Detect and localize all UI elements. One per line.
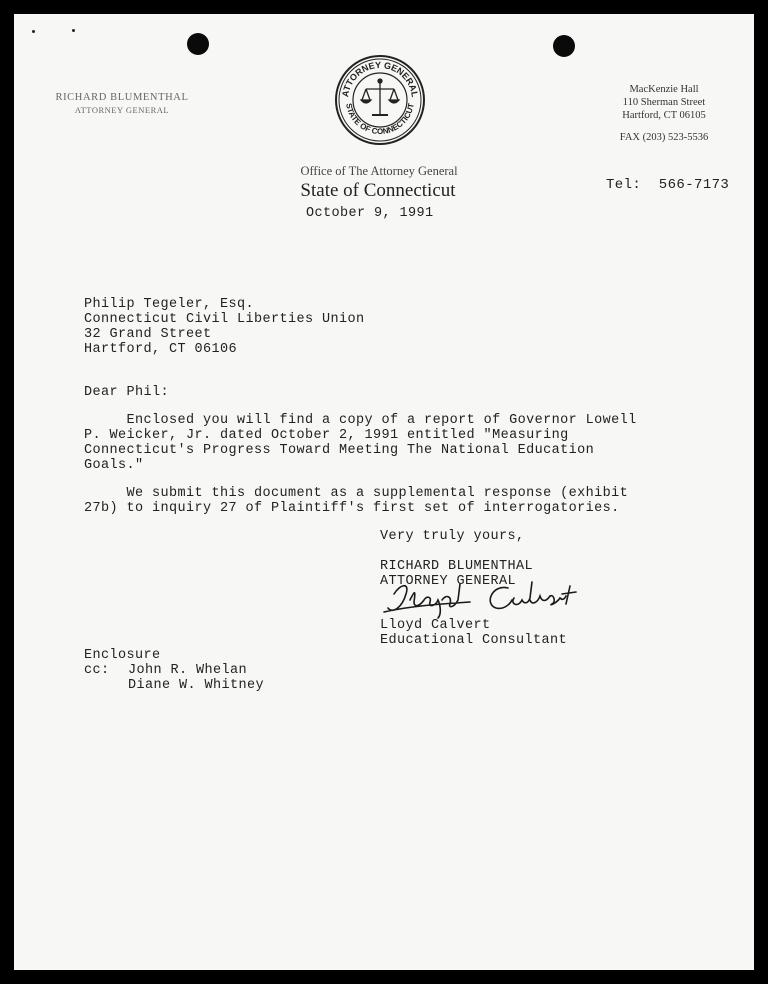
letter-page [14, 14, 754, 970]
state-line: State of Connecticut [300, 180, 456, 201]
address-line: 110 Sherman Street [622, 97, 706, 108]
state-seal [334, 54, 426, 146]
scan-speck [72, 29, 75, 32]
scales-icon [361, 79, 399, 115]
recipient-line: Connecticut Civil Liberties Union [84, 312, 365, 327]
letterhead-left [47, 92, 197, 116]
signer-title: Educational Consultant [380, 633, 568, 648]
seal-top-text: ATTORNEY GENERAL [340, 59, 420, 98]
office-line: Office of The Attorney General [300, 164, 458, 178]
recipient-line: 32 Grand Street [84, 327, 212, 342]
enclosure-label: Enclosure [84, 648, 161, 663]
enclosure-section [84, 648, 264, 693]
body-paragraph: Enclosed you will find a copy of a report of Governor Lowell P. Weicker, Jr. dated October 2, 1991 entitled "Measuring Connecticut's Progress Toward Meeting The National Education Goals." [84, 413, 637, 473]
signature-block-line: RICHARD BLUMENTHAL [380, 559, 534, 574]
signer-name: Lloyd Calvert [380, 618, 491, 633]
punch-hole-right [553, 35, 575, 57]
cc-list [84, 663, 264, 693]
fax-number: FAX (203) 523-5536 [619, 132, 709, 143]
handwritten-signature [380, 574, 620, 624]
address-line: Hartford, CT 06105 [622, 110, 706, 121]
punch-hole-left [187, 33, 209, 55]
address-line: MacKenzie Hall [629, 84, 699, 95]
body-paragraph: We submit this document as a supplemental response (exhibit 27b) to inquiry 27 of Plaintiff's first set of interrogatories. [84, 486, 629, 516]
closing: Very truly yours, [380, 529, 525, 544]
letter-date: October 9, 1991 [306, 206, 434, 221]
scan-speck [32, 30, 35, 33]
recipient-address [84, 297, 365, 357]
salutation: Dear Phil: [84, 385, 170, 400]
letterhead-right [599, 83, 729, 144]
signer-block [380, 618, 567, 648]
attorney-general-title: ATTORNEY GENERAL [74, 105, 170, 115]
seal-bottom-text: STATE OF CONNECTICUT [344, 102, 416, 137]
attorney-general-name: RICHARD BLUMENTHAL [55, 92, 189, 103]
recipient-line: Hartford, CT 06106 [84, 342, 238, 357]
cc-name: John R. Whelan [128, 663, 248, 678]
seal-graphic [334, 54, 426, 146]
telephone-number: Tel: 566-7173 [606, 177, 730, 193]
recipient-line: Philip Tegeler, Esq. [84, 297, 255, 312]
signature-block-line: ATTORNEY GENERAL [380, 574, 517, 589]
cc-label: cc: [84, 663, 110, 678]
cc-name: Diane W. Whitney [128, 678, 265, 693]
